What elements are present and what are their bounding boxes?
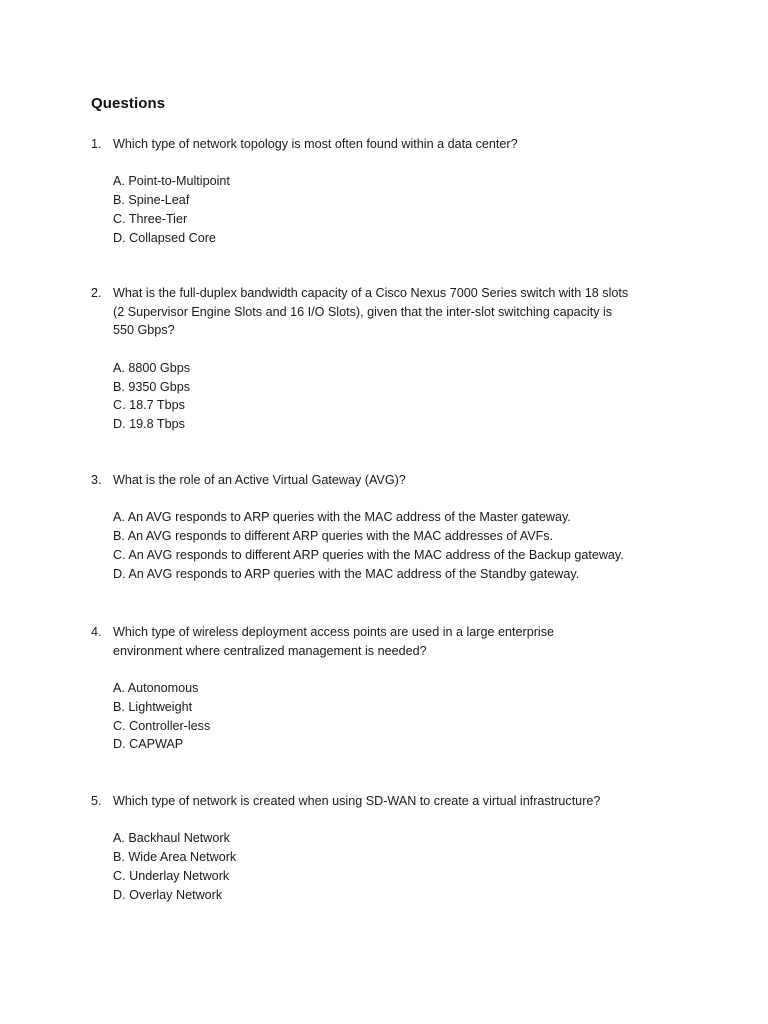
option-a: A. An AVG responds to ARP queries with the MAC address of the Master gateway.: [113, 510, 571, 525]
question-line: 550 Gbps?: [113, 323, 175, 338]
option-a: A. Autonomous: [113, 681, 199, 696]
option-d: D. An AVG responds to ARP queries with the MAC address of the Standby gateway.: [113, 566, 580, 581]
question-text: [113, 792, 691, 811]
question-line: What is the full-duplex bandwidth capacity of a Cisco Nexus 7000 Series switch with 18 slots: [113, 286, 629, 300]
option-b: B. Wide Area Network: [113, 850, 237, 865]
option-c: C. Underlay Network: [113, 868, 230, 883]
question-number: 2.: [91, 286, 102, 300]
question-line: (2 Supervisor Engine Slots and 16 I/O Slots), given that the inter-slot switching capacity is: [113, 304, 613, 319]
question-1: [91, 135, 691, 247]
question-line: Which type of wireless deployment access points are used in a large enterprise: [113, 625, 555, 639]
option-a: A. 8800 Gbps: [113, 360, 191, 375]
question-line: Which type of network is created when using SD-WAN to create a virtual infrastructure?: [113, 794, 601, 808]
option-b: B. Spine-Leaf: [113, 193, 190, 208]
question-line: environment where centralized management is needed?: [113, 643, 427, 658]
option-b: B. An AVG responds to different ARP queries with the MAC addresses of AVFs.: [113, 529, 554, 544]
question-4: [91, 623, 691, 754]
question-line: Which type of network topology is most often found within a data center?: [113, 137, 518, 151]
question-text: [113, 135, 691, 154]
question-line: What is the role of an Active Virtual Gateway (AVG)?: [113, 473, 406, 487]
option-a: A. Point-to-Multipoint: [113, 174, 230, 189]
answer-options: [91, 679, 691, 754]
option-c: C. Three-Tier: [113, 211, 188, 226]
question-5: [91, 792, 691, 904]
question-number: 1.: [91, 137, 102, 151]
question-3: [91, 471, 691, 583]
option-c: C. Controller-less: [113, 718, 211, 733]
option-d: D. CAPWAP: [113, 737, 184, 752]
option-d: D. 19.8 Tbps: [113, 416, 185, 431]
option-c: C. 18.7 Tbps: [113, 398, 185, 413]
question-text: [113, 471, 691, 490]
option-d: D. Collapsed Core: [113, 230, 216, 245]
question-2: [91, 284, 691, 434]
option-a: A. Backhaul Network: [113, 831, 230, 846]
question-number: 3.: [91, 473, 102, 487]
question-number: 5.: [91, 794, 102, 808]
answer-options: [91, 172, 691, 247]
answer-options: [91, 359, 691, 434]
option-b: B. Lightweight: [113, 699, 193, 714]
question-number: 4.: [91, 625, 102, 639]
answer-options: [91, 829, 691, 904]
option-c: C. An AVG responds to different ARP queries with the MAC address of the Backup gateway.: [113, 547, 624, 562]
section-heading: Questions: [91, 95, 166, 112]
question-text: [113, 623, 691, 660]
option-d: D. Overlay Network: [113, 887, 223, 902]
answer-options: [91, 508, 691, 583]
option-b: B. 9350 Gbps: [113, 379, 191, 394]
question-text: [113, 284, 691, 340]
